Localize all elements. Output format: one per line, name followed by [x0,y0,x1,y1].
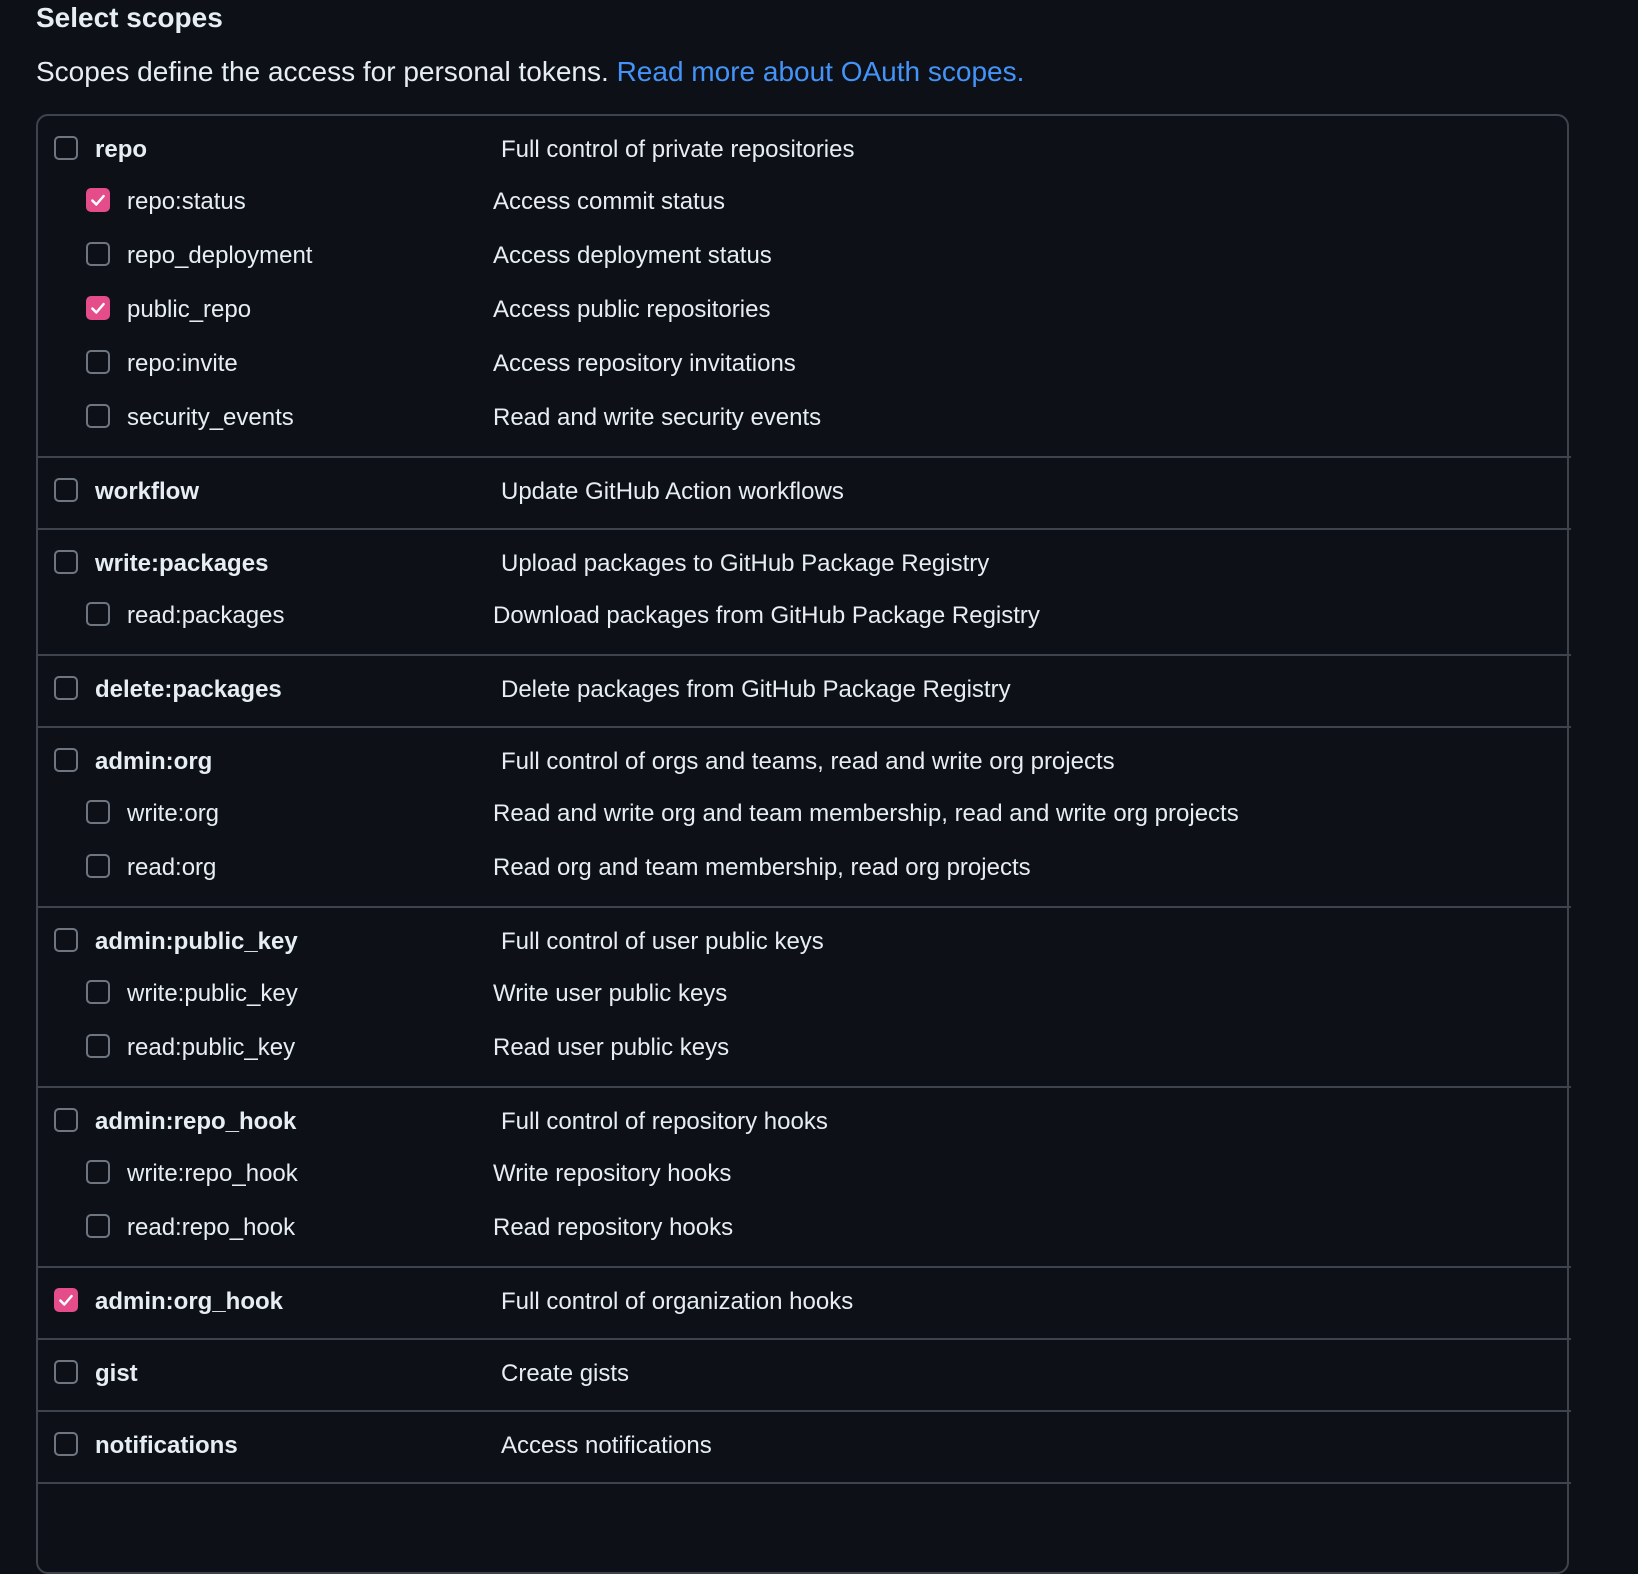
checkbox-repo-status[interactable] [86,188,110,212]
checkbox-gist[interactable] [54,1360,78,1384]
scope-group-gist [36,1340,1571,1412]
scope-row-read-repo-hook [36,1194,1571,1248]
checkbox-public-repo[interactable] [86,296,110,320]
scope-row-write-org [36,780,1571,834]
scope-description: Access repository invitations [493,350,796,377]
scope-name[interactable]: gist [95,1360,138,1387]
scope-name[interactable]: delete:packages [95,676,282,703]
scope-description: Read user public keys [493,1034,730,1061]
scope-name[interactable]: admin:repo_hook [95,1108,297,1135]
scope-name[interactable]: admin:public_key [95,928,298,955]
scope-name[interactable]: repo:status [127,188,246,215]
scope-description: Read and write org and team membership, read and write org projects [493,800,1239,827]
scope-row-repo-invite [36,330,1571,384]
checkbox-write-public-key[interactable] [86,980,110,1004]
scope-row-admin-org [36,728,1571,782]
scope-description: Full control of private repositories [501,136,855,163]
scope-description: Read repository hooks [493,1214,734,1241]
scope-description: Access notifications [501,1432,712,1459]
scope-name[interactable]: read:packages [127,602,285,629]
scope-name[interactable]: read:org [127,854,217,881]
scope-name[interactable]: workflow [95,478,200,505]
scope-row-write-packages [36,530,1571,584]
scope-name[interactable]: write:packages [95,550,269,577]
scope-description: Create gists [501,1360,630,1387]
section-description [36,56,1024,88]
scope-name[interactable]: admin:org_hook [95,1288,284,1315]
scope-description: Upload packages to GitHub Package Registry [501,550,990,577]
scope-description: Delete packages from GitHub Package Registry [501,676,1011,703]
checkbox-repo[interactable] [54,136,78,160]
checkbox-security-events[interactable] [86,404,110,428]
checkbox-write-packages[interactable] [54,550,78,574]
scope-row-public-repo [36,276,1571,330]
checkbox-workflow[interactable] [54,478,78,502]
scope-description: Full control of organization hooks [501,1288,854,1315]
scope-row-repo-deployment [36,222,1571,276]
scope-name[interactable]: public_repo [127,296,252,323]
checkbox-write-repo-hook[interactable] [86,1160,110,1184]
checkbox-read-org[interactable] [86,854,110,878]
checkmark-icon [89,299,107,317]
scope-row-admin-repo-hook [36,1088,1571,1142]
scope-group-notifications [36,1412,1571,1484]
scope-row-notifications [36,1412,1571,1466]
checkbox-read-packages[interactable] [86,602,110,626]
scope-row-read-public-key [36,1014,1571,1068]
scope-description: Read org and team membership, read org projects [493,854,1031,881]
scope-row-workflow [36,458,1571,512]
section-title: Select scopes [36,2,223,33]
checkbox-write-org[interactable] [86,800,110,824]
scope-row-read-org [36,834,1571,888]
checkbox-read-repo-hook[interactable] [86,1214,110,1238]
description-text: Scopes define the access for personal tokens. [36,56,609,87]
scope-description: Access public repositories [493,296,771,323]
scope-row-repo [36,116,1571,170]
scope-row-read-packages [36,582,1571,636]
scope-name[interactable]: read:public_key [127,1034,296,1061]
checkbox-read-public-key[interactable] [86,1034,110,1058]
scope-description: Write user public keys [493,980,728,1007]
scope-name[interactable]: admin:org [95,748,213,775]
scope-row-security-events [36,384,1571,438]
scope-group-delete-packages [36,656,1571,728]
scope-row-admin-org-hook [36,1268,1571,1322]
scope-row-gist [36,1340,1571,1394]
scope-description: Access deployment status [493,242,772,269]
scope-name[interactable]: repo_deployment [127,242,313,269]
scope-row-write-public-key [36,960,1571,1014]
scope-description: Access commit status [493,188,726,215]
scope-description: Read and write security events [493,404,822,431]
oauth-scopes-link[interactable]: Read more about OAuth scopes. [616,56,1025,87]
scope-name[interactable]: repo:invite [127,350,238,377]
scope-name[interactable]: security_events [127,404,294,431]
scope-name[interactable]: write:public_key [127,980,298,1007]
scope-group-workflow [36,458,1571,530]
checkmark-icon [57,1291,75,1309]
checkbox-admin-org-hook[interactable] [54,1288,78,1312]
scope-group-admin-org [36,728,1571,908]
scope-group-repo [36,116,1571,458]
checkmark-icon [89,191,107,209]
scope-row-repo-status [36,168,1571,222]
scope-description: Update GitHub Action workflows [501,478,844,505]
checkbox-repo-invite[interactable] [86,350,110,374]
scope-row-write-repo-hook [36,1140,1571,1194]
scope-description: Write repository hooks [493,1160,732,1187]
scope-group-admin-public-key [36,908,1571,1088]
checkbox-repo-deployment[interactable] [86,242,110,266]
checkbox-notifications[interactable] [54,1432,78,1456]
scope-description: Full control of orgs and teams, read and write org projects [501,748,1115,775]
scope-row-admin-public-key [36,908,1571,962]
scope-description: Download packages from GitHub Package Registry [493,602,1040,629]
scope-group-write-packages [36,530,1571,656]
scope-row-delete-packages [36,656,1571,710]
scope-group-admin-org-hook [36,1268,1571,1340]
scope-name[interactable]: write:org [127,800,220,827]
scope-name[interactable]: notifications [95,1432,238,1459]
scope-description: Full control of repository hooks [501,1108,828,1135]
checkbox-admin-public-key[interactable] [54,928,78,952]
checkbox-admin-org[interactable] [54,748,78,772]
checkbox-delete-packages[interactable] [54,676,78,700]
scope-name[interactable]: read:repo_hook [127,1214,296,1241]
scope-name[interactable]: write:repo_hook [127,1160,298,1187]
checkbox-admin-repo-hook[interactable] [54,1108,78,1132]
scope-name[interactable]: repo [95,136,148,163]
scope-description: Full control of user public keys [501,928,824,955]
scope-group-admin-repo-hook [36,1088,1571,1268]
